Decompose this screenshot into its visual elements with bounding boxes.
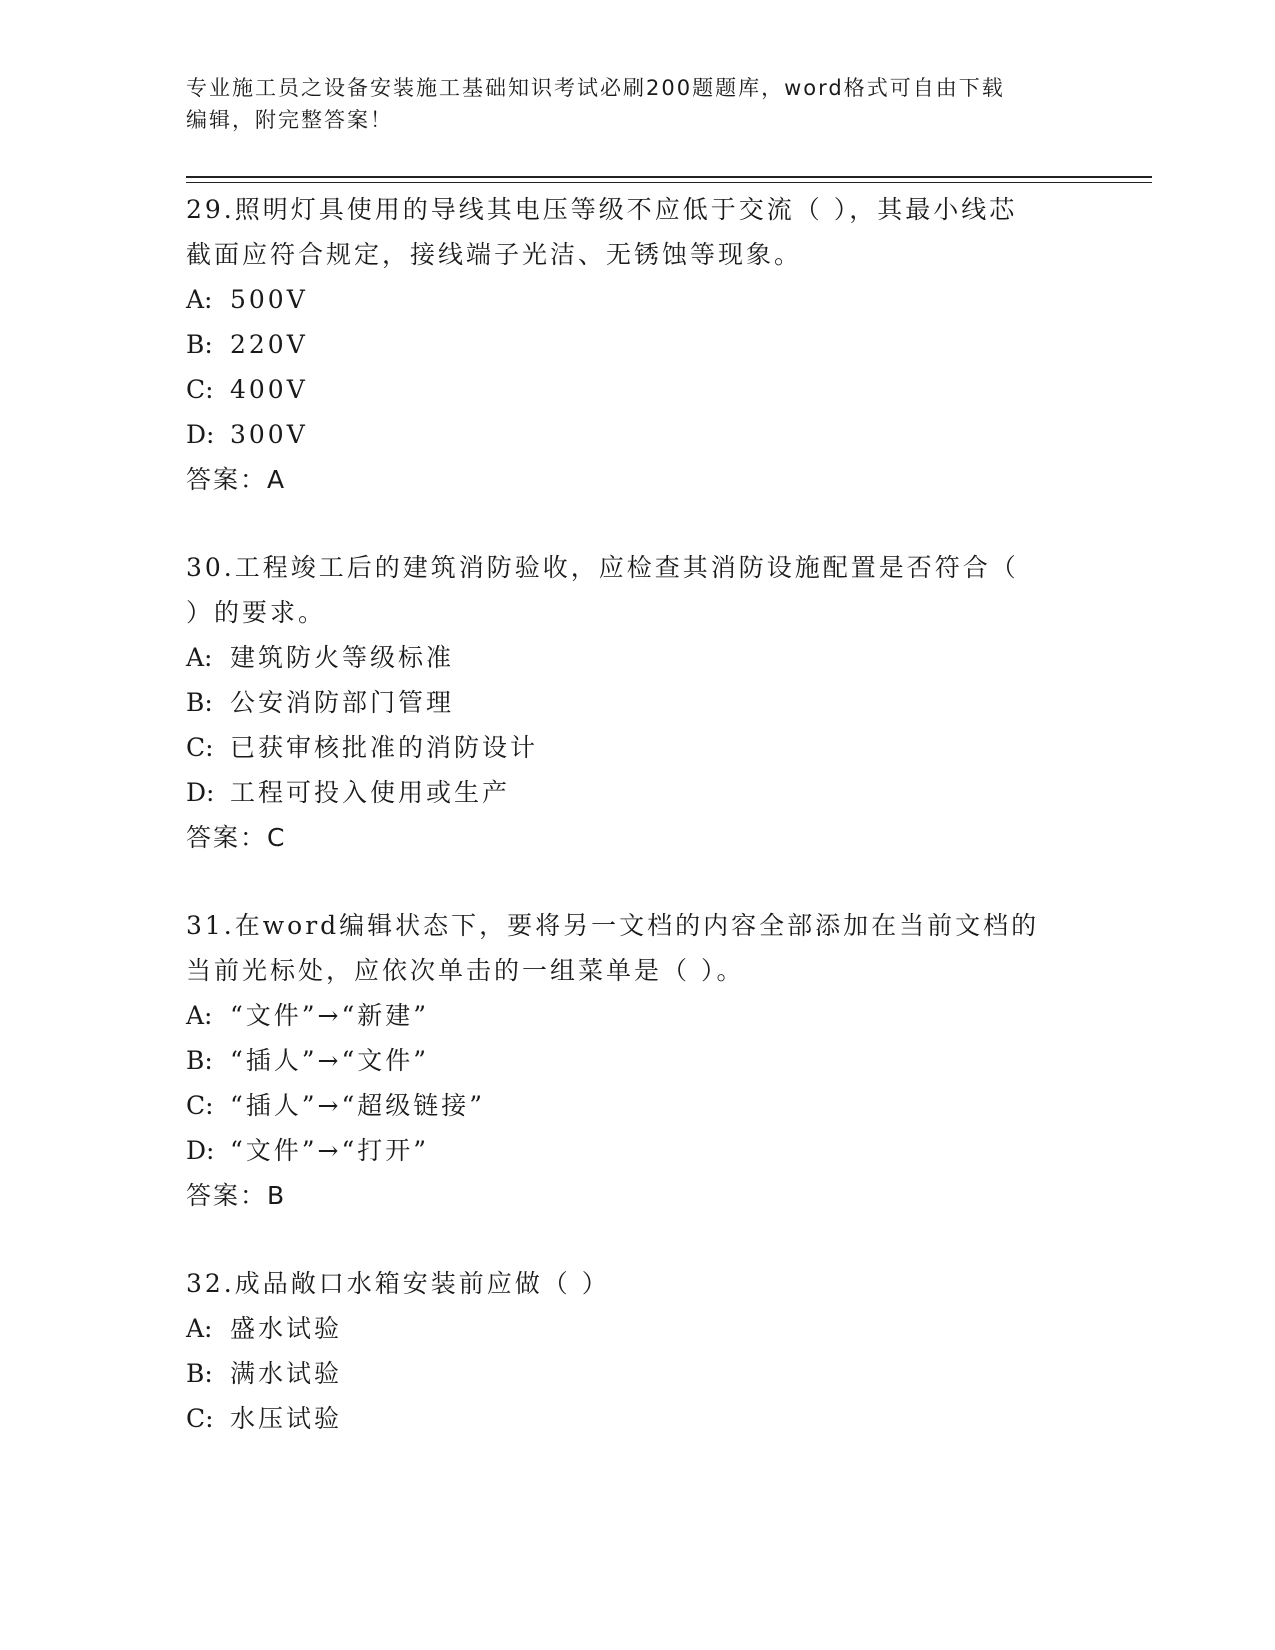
option-text: “插人”→“文件” [230,1046,430,1075]
option-letter: C: [186,733,214,762]
document-header [186,72,1066,136]
header-line-2: 编辑，附完整答案！ [186,108,393,132]
option-c [186,1083,1066,1128]
header-line-1: 专业施工员之设备安装施工基础知识考试必刷200题题库，word格式可自由下载 [186,76,1005,100]
option-c [186,367,1066,412]
question-text-line-2: 当前光标处，应依次单击的一组菜单是（ ）。 [186,956,745,985]
answer: 答案：B [186,1181,287,1210]
option-b [186,680,1066,725]
question-text-line-1: 29.照明灯具使用的导线其电压等级不应低于交流（ ），其最小线芯 [186,195,1018,224]
option-text: “插人”→“超级链接” [230,1091,486,1120]
option-text: 220V [230,330,308,359]
option-a [186,993,1066,1038]
option-letter: B: [186,688,213,717]
option-d [186,770,1066,815]
option-text: 公安消防部门管理 [230,688,455,717]
option-text: 水压试验 [230,1404,343,1433]
option-a [186,277,1066,322]
option-letter: A: [186,285,213,314]
option-c [186,725,1066,770]
option-text: 盛水试验 [230,1314,343,1343]
question-30 [186,545,1066,860]
question-text-line-2: 截面应符合规定，接线端子光洁、无锈蚀等现象。 [186,240,803,269]
question-32 [186,1261,1066,1441]
option-letter: C: [186,1091,214,1120]
option-c [186,1396,1066,1441]
option-letter: C: [186,375,214,404]
option-letter: B: [186,330,213,359]
option-letter: D: [186,420,215,449]
question-text-line-2: ）的要求。 [186,598,327,627]
option-text: “文件”→“新建” [230,1001,430,1030]
header-double-rule [186,176,1152,183]
option-b [186,322,1066,367]
option-letter: A: [186,643,213,672]
question-text-line-1: 30.工程竣工后的建筑消防验收，应检查其消防设施配置是否符合（ [186,553,1019,582]
option-letter: B: [186,1359,213,1388]
option-text: 建筑防火等级标准 [230,643,455,672]
option-a [186,635,1066,680]
option-letter: A: [186,1001,213,1030]
answer: 答案：C [186,823,287,852]
option-b [186,1351,1066,1396]
option-text: 400V [230,375,308,404]
option-letter: D: [186,1136,215,1165]
question-29 [186,187,1066,502]
option-letter: B: [186,1046,213,1075]
option-letter: D: [186,778,215,807]
option-letter: C: [186,1404,214,1433]
question-text-line-1: 32.成品敞口水箱安装前应做（ ） [186,1269,610,1298]
option-text: 500V [230,285,308,314]
option-d [186,412,1066,457]
answer: 答案：A [186,465,287,494]
option-text: “文件”→“打开” [230,1136,430,1165]
option-letter: A: [186,1314,213,1343]
question-31 [186,903,1066,1218]
option-b [186,1038,1066,1083]
option-text: 满水试验 [230,1359,343,1388]
option-a [186,1306,1066,1351]
option-text: 300V [230,420,308,449]
question-text-line-1: 31.在word编辑状态下，要将另一文档的内容全部添加在当前文档的 [186,911,1040,940]
option-text: 工程可投入使用或生产 [230,778,511,807]
option-d [186,1128,1066,1173]
option-text: 已获审核批准的消防设计 [230,733,539,762]
